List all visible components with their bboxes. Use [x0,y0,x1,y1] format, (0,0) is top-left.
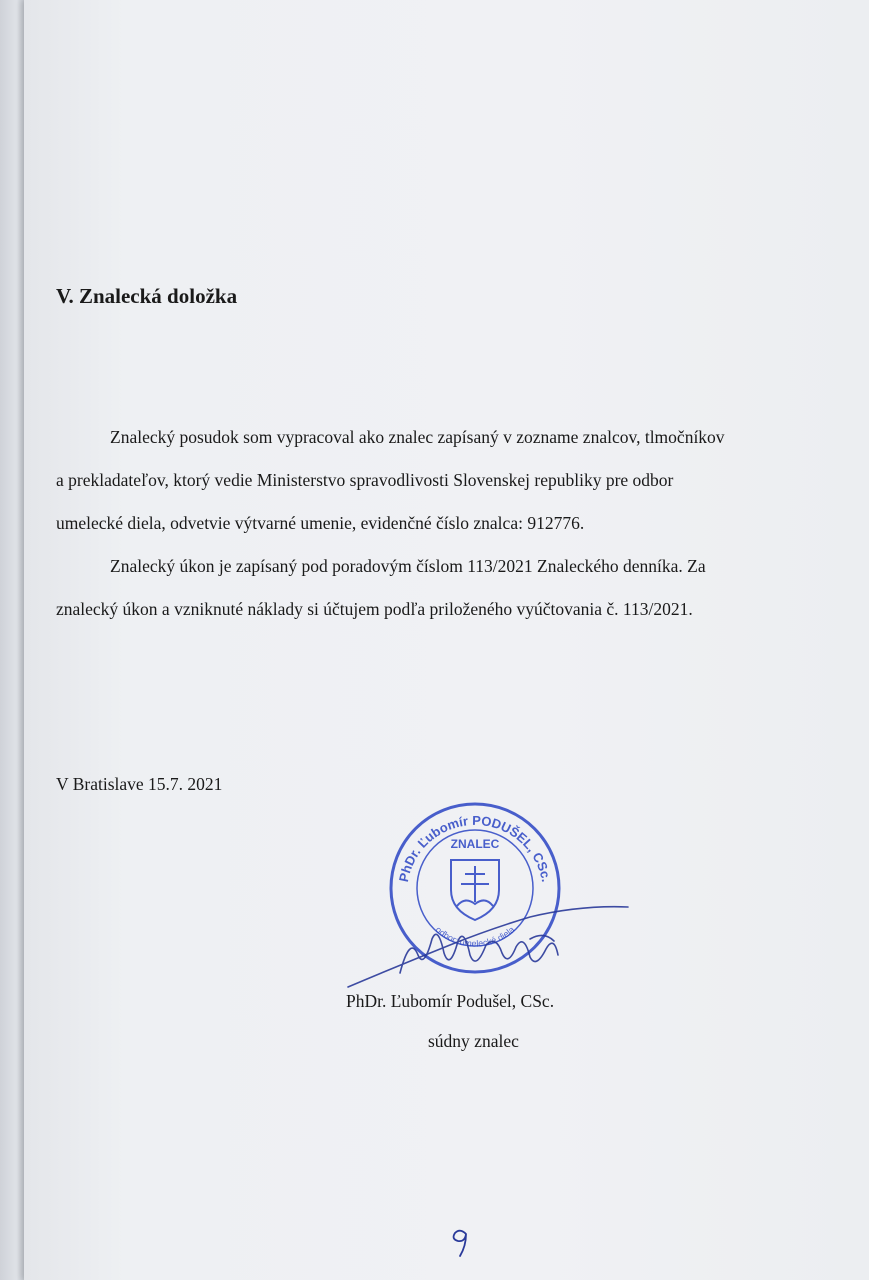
paragraph-2-line-2: znalecký úkon a vzniknuté náklady si účtujem podľa priloženého vyúčtovania č. 113/2021. [56,599,693,619]
paragraph-1-line-3: umelecké diela, odvetvie výtvarné umenie, evidenčné číslo znalca: 912776. [56,513,585,533]
paragraph-2-line-1: Znalecký úkon je zapísaný pod poradovým číslom 113/2021 Znaleckého denníka. Za [110,556,706,576]
paragraph-1-line-1: Znalecký posudok som vypracoval ako znalec zapísaný v zozname znalcov, tlmočníkov [110,427,725,447]
signer-role: súdny znalec [428,1031,519,1051]
place-and-date: V Bratislave 15.7. 2021 [56,774,223,794]
svg-text:odbor: umelecké diela: odbor: umelecké diela [433,924,517,949]
svg-text:PhDr. Ľubomír PODUŠEL, CSc.: PhDr. Ľubomír PODUŠEL, CSc. [395,812,555,884]
document-page [24,0,869,1280]
signer-name: PhDr. Ľubomír Podušel, CSc. [346,991,555,1011]
svg-text:ZNALEC: ZNALEC [450,837,500,851]
page-number-handwritten [446,1224,476,1260]
handwritten-signature [340,895,640,995]
paragraph-1-line-2: a prekladateľov, ktorý vedie Ministerstvo spravodlivosti Slovenskej republiky pre odbor [56,470,674,490]
page-edge [0,0,24,1280]
section-heading: V. Znalecká doložka [56,284,238,308]
